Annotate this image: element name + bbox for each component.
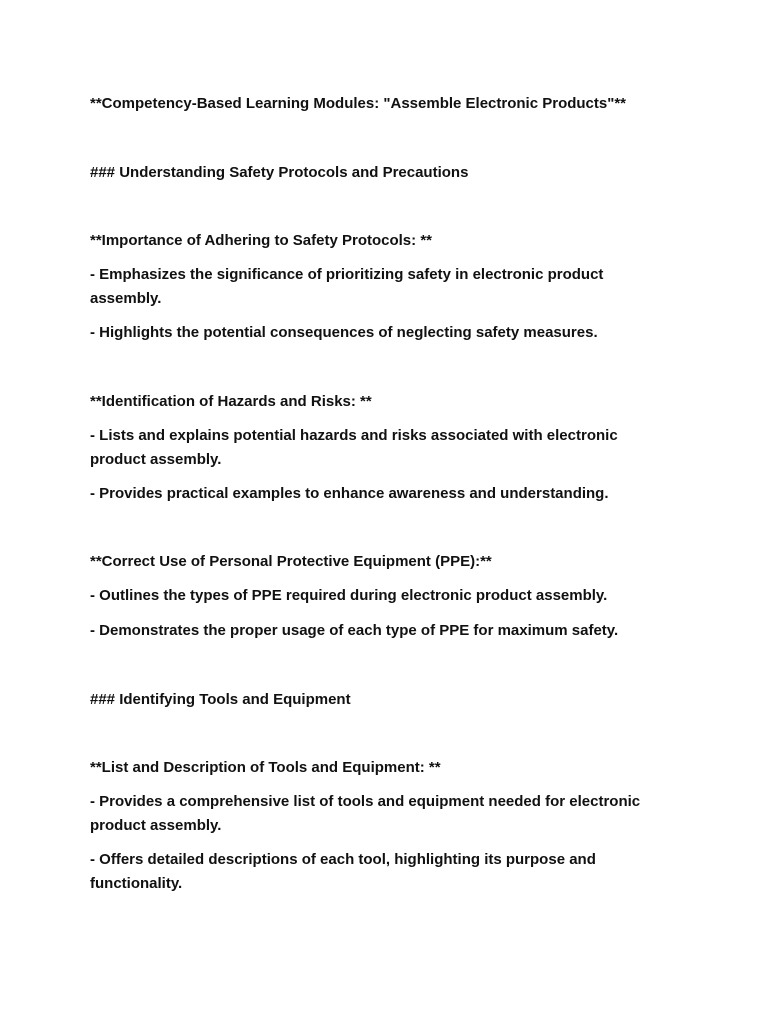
document-title: **Competency-Based Learning Modules: "Assemble Electronic Products"** xyxy=(90,95,627,112)
bullet-ppe-1: - Outlines the types of PPE required during electronic product assembly. xyxy=(90,587,608,604)
subsection-title-hazards: **Identification of Hazards and Risks: ** xyxy=(90,393,372,410)
section-heading-safety: ### Understanding Safety Protocols and Precautions xyxy=(90,164,469,181)
bullet-tools-2: - Offers detailed descriptions of each tool, highlighting its purpose and functionality. xyxy=(90,851,596,892)
bullet-ppe-2: - Demonstrates the proper usage of each type of PPE for maximum safety. xyxy=(90,622,619,639)
subsection-title-ppe: **Correct Use of Personal Protective Equipment (PPE):** xyxy=(90,553,492,570)
subsection-title-importance: **Importance of Adhering to Safety Protocols: ** xyxy=(90,232,432,249)
bullet-hazards-2: - Provides practical examples to enhance awareness and understanding. xyxy=(90,485,609,502)
bullet-importance-1: - Emphasizes the significance of prioritizing safety in electronic product assembly. xyxy=(90,266,604,307)
bullet-tools-1: - Provides a comprehensive list of tools and equipment needed for electronic product assembly. xyxy=(90,793,641,834)
subsection-title-tools: **List and Description of Tools and Equipment: ** xyxy=(90,759,441,776)
bullet-hazards-1: - Lists and explains potential hazards and risks associated with electronic product assembly. xyxy=(90,427,618,468)
bullet-importance-2: - Highlights the potential consequences of neglecting safety measures. xyxy=(90,324,598,341)
section-heading-tools: ### Identifying Tools and Equipment xyxy=(90,691,351,708)
